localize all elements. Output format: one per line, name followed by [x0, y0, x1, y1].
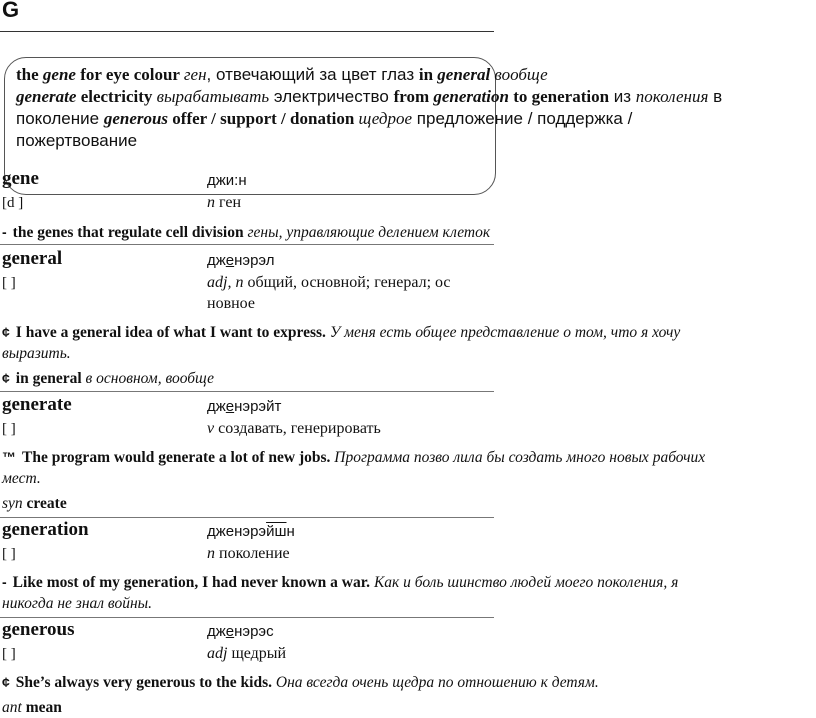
- entry-word-gene: gene: [2, 168, 39, 189]
- divider: [0, 244, 494, 245]
- bullet-icon: -: [2, 224, 7, 240]
- bullet-icon: ¢: [2, 674, 10, 690]
- divider: [0, 517, 494, 518]
- entry-word-generous: generous: [2, 619, 75, 640]
- example-generous: ¢ She’s always very generous to the kids. Она всегда очень щедра по отношению к детям.: [2, 674, 599, 691]
- summary-line-2: generate electricity вырабатывать электричество from generation to generation из поколения в: [16, 87, 723, 106]
- bullet-icon: -: [2, 574, 7, 590]
- entry-transcription-generation: [ ]: [2, 546, 16, 562]
- entry-word-generate: generate: [2, 394, 72, 415]
- entry-transcription-generous: [ ]: [2, 646, 16, 662]
- summary-line-3: поколение generous offer / support / donation щедрое предложение / поддержка /: [16, 109, 633, 128]
- entry-pron-generate: дженэрэйт: [207, 398, 282, 415]
- bullet-icon: ¢: [2, 324, 10, 340]
- divider: [0, 617, 494, 618]
- divider: [0, 391, 494, 392]
- entry-meaning-gene: n ген: [207, 194, 242, 211]
- summary-text: [16, 64, 806, 152]
- example-generate: ™ The program would generate a lot of new jobs. Программа позво лила бы создать много новых рабочих: [2, 449, 706, 466]
- example-generation-cont: никогда не знал войны.: [2, 595, 153, 612]
- example-general-1: ¢ I have a general idea of what I want to express. У меня есть общее представление о том, что я хочу: [2, 324, 681, 341]
- entry-meaning-generate: v создавать, генерировать: [207, 420, 381, 437]
- entry-pron-gene: джи:н: [207, 172, 247, 189]
- entry-pron-generous: дженэрэс: [207, 623, 274, 640]
- entry-pron-generation: дженэрэйшн: [207, 523, 295, 540]
- entry-pron-general: дженэрэл: [207, 252, 275, 269]
- example-general-2: ¢ in general в основном, вообще: [2, 370, 215, 387]
- entry-word-general: general: [2, 248, 63, 269]
- entry-transcription-gene: [d ]: [2, 195, 24, 211]
- example-gene: - the genes that regulate cell division гены, управляющие делением клеток: [2, 224, 491, 241]
- top-rule: [0, 31, 494, 32]
- summary-line-1: the gene for eye colour ген, отвечающий за цвет глаз in general вообще: [16, 65, 548, 84]
- entry-transcription-general: [ ]: [2, 275, 16, 291]
- section-letter: G: [2, 0, 20, 22]
- entry-transcription-generate: [ ]: [2, 421, 16, 437]
- example-generate-cont: мест.: [2, 470, 41, 487]
- example-general-1-cont: выразить.: [2, 345, 71, 362]
- example-generation: - Like most of my generation, I had never known a war. Как и боль шинство людей моего поколения, я: [2, 574, 679, 591]
- entry-meaning-generation: n поколение: [207, 545, 290, 562]
- bullet-icon: ¢: [2, 370, 10, 386]
- entry-meaning-general-cont: новное: [207, 295, 255, 312]
- entry-meaning-general: adj, n общий, основной; генерал; ос: [207, 274, 451, 291]
- entry-meaning-generous: adj щедрый: [207, 645, 287, 662]
- antonym-generous: ant mean: [2, 699, 62, 716]
- entry-word-generation: generation: [2, 519, 89, 540]
- bullet-icon: ™: [2, 449, 16, 465]
- synonym-generate: syn create: [2, 495, 67, 512]
- summary-line-4: пожертвование: [16, 131, 138, 150]
